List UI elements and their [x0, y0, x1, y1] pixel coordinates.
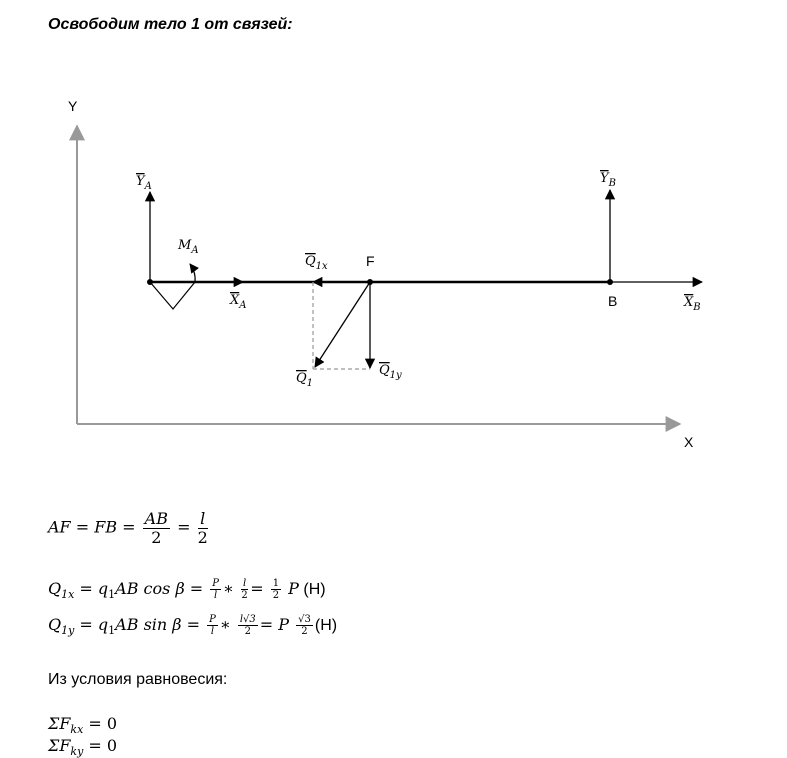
- axis-x-label: X: [684, 434, 694, 450]
- equation-sum-fkx: $\Sigma F_{kx} = 0$: [48, 714, 118, 737]
- force-q1-label: $Q_1$: [296, 371, 314, 389]
- equation-sum-fky: $\Sigma F_{ky} = 0$: [48, 736, 118, 758]
- force-xb-label: $X_B$: [684, 295, 701, 313]
- point-f-label: F: [366, 253, 375, 269]
- fraction-ab-2: $\frac{AB}{2}$: [144, 509, 168, 547]
- force-q1y-label: $Q_{1y}$: [379, 363, 402, 381]
- point-b-label: B: [608, 293, 618, 309]
- fraction-l-2: $\frac{l}{2}$: [197, 509, 208, 547]
- moment-ma-label: $M_A$: [178, 238, 199, 256]
- equation-af-fb: AF = FB = $\frac{AB}{2}$ = $\frac{l}{2}$: [48, 509, 208, 547]
- moment-ma-arc: [150, 264, 195, 309]
- axis-y-label: Y: [68, 98, 78, 114]
- force-xa-label: $X_A$: [230, 293, 247, 311]
- section-heading: Освободим тело 1 от связей:: [48, 16, 293, 33]
- force-q1x-label: $Q_{1x}$: [305, 254, 328, 272]
- equation-q1x: $Q_{1x} = q_1AB$ cos β = $\frac{P}{l}$ ∗ $\frac{l}{2}$ = $\frac{1}{2}$ P (Н): [48, 578, 326, 602]
- equation-q1y: $Q_{1y} = q_1AB$ sin β = $\frac{P}{l}$ ∗ $\frac{l√3}{2}$ = P $\frac{√3}{2}$ (Н): [48, 614, 338, 638]
- equilibrium-text: Из условия равновесия:: [48, 671, 228, 688]
- force-yb-label: $Y_B$: [600, 171, 616, 189]
- force-ya-label: $Y_A$: [136, 174, 152, 192]
- force-q1-arrow: [315, 282, 370, 367]
